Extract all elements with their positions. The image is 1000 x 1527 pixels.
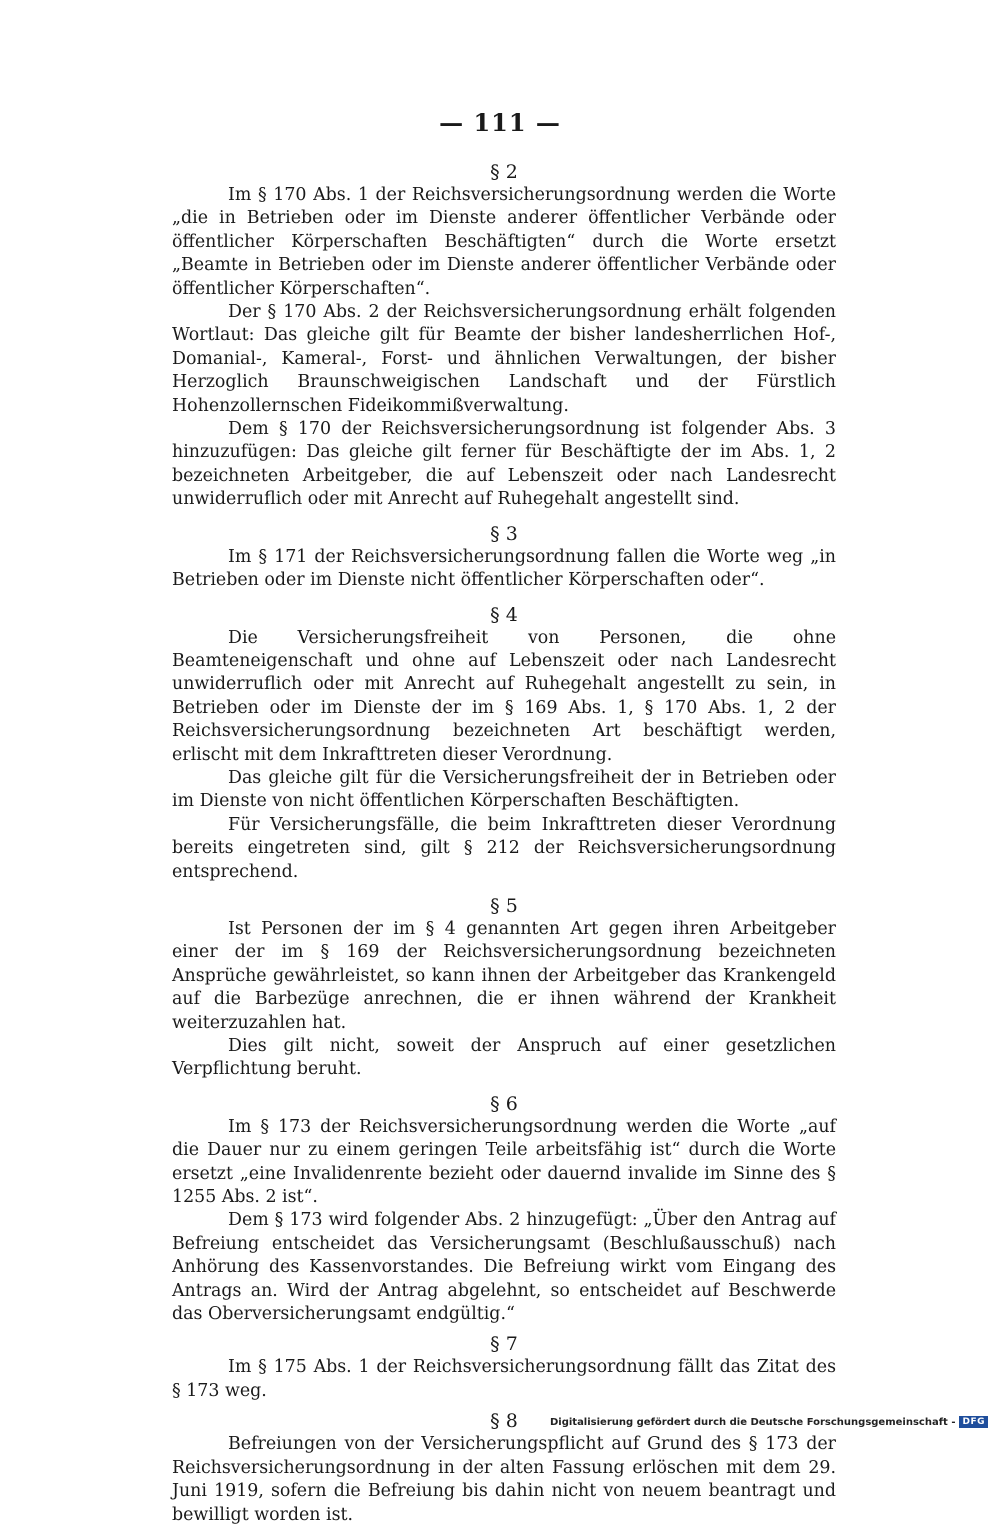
footer-credit: [550, 1416, 988, 1428]
section-6: [172, 1092, 836, 1327]
section-title: § 8: [490, 1410, 518, 1433]
paragraph: Der § 170 Abs. 2 der Reichsversicherungsordnung erhält folgenden Wortlaut: Das gleiche gilt für Beamte der bisher landesherrlichen Hof-, Domanial-, Kameral-, Forst- und ähnlichen Verwaltungen, der bisher Herzoglich Braunschweigischen Landschaft und der Fürstlich Hohenzollernschen Fideikommißverwaltung.: [172, 302, 836, 416]
section-title: § 4: [490, 603, 518, 626]
section-5: [172, 894, 836, 1082]
section-title: § 3: [490, 522, 518, 545]
section-7: [172, 1332, 836, 1403]
section-title: § 7: [490, 1333, 518, 1356]
paragraph: Im § 173 der Reichsversicherungsordnung werden die Worte „auf die Dauer nur zu einem geringen Teile arbeitsfähig ist“ durch die Worte ersetzt „eine Invalidenrente bezieht oder dauernd invalide im Sinne des § 1255 Abs. 2 ist“.: [172, 1116, 836, 1208]
paragraph: Die Versicherungsfreiheit von Personen, die ohne Beamteneigenschaft und ohne auf Lebenszeit oder nach Landesrecht unwiderruflich oder mit Anrecht auf Ruhegehalt angestellt zu sein, in Betrieben oder im Dienste der im § 169 Abs. 1, § 170 Abs. 1, 2 der Reichsversicherungsordnung bezeichneten Art beschäftigt werden, erlischt mit dem Inkrafttreten dieser Verordnung.: [172, 627, 836, 765]
section-title: § 6: [490, 1092, 518, 1115]
section-title: § 2: [490, 161, 518, 183]
paragraph: Dem § 173 wird folgender Abs. 2 hinzugefügt: „Über den Antrag auf Befreiung entscheidet das Versicherungsamt (Beschlußausschuß) nach Anhörung des Kassenvorstandes. Die Befreiung wirkt vom Eingang des Antrags an. Wird der Antrag abgelehnt, so entscheidet auf Beschwerde das Oberversicherungsamt endgültig.“: [172, 1210, 836, 1325]
paragraph: Im § 175 Abs. 1 der Reichsversicherungsordnung fällt das Zitat des § 173 weg.: [172, 1357, 836, 1401]
paragraph: Ist Personen der im § 4 genannten Art gegen ihren Arbeitgeber einer der im § 169 der Reichsversicherungsordnung bezeichneten Ansprüche gewährleistet, so kann ihnen der Arbeitgeber das Krankengeld auf die Barbezüge anrechnen, die er ihnen während der Krankheit weiterzuzahlen hat.: [172, 918, 836, 1033]
paragraph: Für Versicherungsfälle, die beim Inkrafttreten dieser Verordnung bereits eingetreten sind, gilt § 212 der Reichsversicherungsordnung entsprechend.: [172, 814, 836, 882]
footer-text: Digitalisierung gefördert durch die Deutsche Forschungsgemeinschaft -: [549, 1416, 956, 1428]
document-body: [172, 160, 836, 1527]
section-4: [172, 603, 836, 884]
paragraph: Das gleiche gilt für die Versicherungsfreiheit der in Betrieben oder im Dienste von nicht öffentlichen Körperschaften Beschäftigten.: [172, 767, 836, 812]
paragraph: Dies gilt nicht, soweit der Anspruch auf einer gesetzlichen Verpflichtung beruht.: [172, 1036, 836, 1080]
section-title: § 5: [490, 894, 518, 917]
paragraph: Befreiungen von der Versicherungspflicht auf Grund des § 173 der Reichsversicherungsordnung in der alten Fassung erlöschen mit dem 29. Juni 1919, sofern die Befreiung bis dahin nicht von neuem beantragt und bewilligt worden ist.: [172, 1434, 836, 1525]
paragraph: Dem § 170 der Reichsversicherungsordnung ist folgender Abs. 3 hinzuzufügen: Das gleiche gilt ferner für Beschäftigte der im Abs. 1, 2 bezeichneten Arbeitgeber, die auf Lebenszeit oder nach Landesrecht unwiderruflich oder mit Anrecht auf Ruhegehalt angestellt sind.: [172, 419, 836, 510]
paragraph: Im § 170 Abs. 1 der Reichsversicherungsordnung werden die Worte „die in Betrieben oder im Dienste anderer öffentlicher Verbände oder öffentlicher Körperschaften Beschäftigten“ durch die Worte ersetzt „Beamte in Betrieben oder im Dienste anderer öffentlicher Verbände oder öffentlicher Körperschaften“.: [172, 185, 836, 299]
dfg-logo: DFG: [959, 1416, 988, 1428]
section-2: [172, 160, 836, 512]
section-3: [172, 522, 836, 593]
paragraph: Im § 171 der Reichsversicherungsordnung fallen die Worte weg „in Betrieben oder im Dienste nicht öffentlicher Körperschaften oder“.: [172, 546, 836, 591]
page-number: — 111 —: [439, 108, 561, 137]
